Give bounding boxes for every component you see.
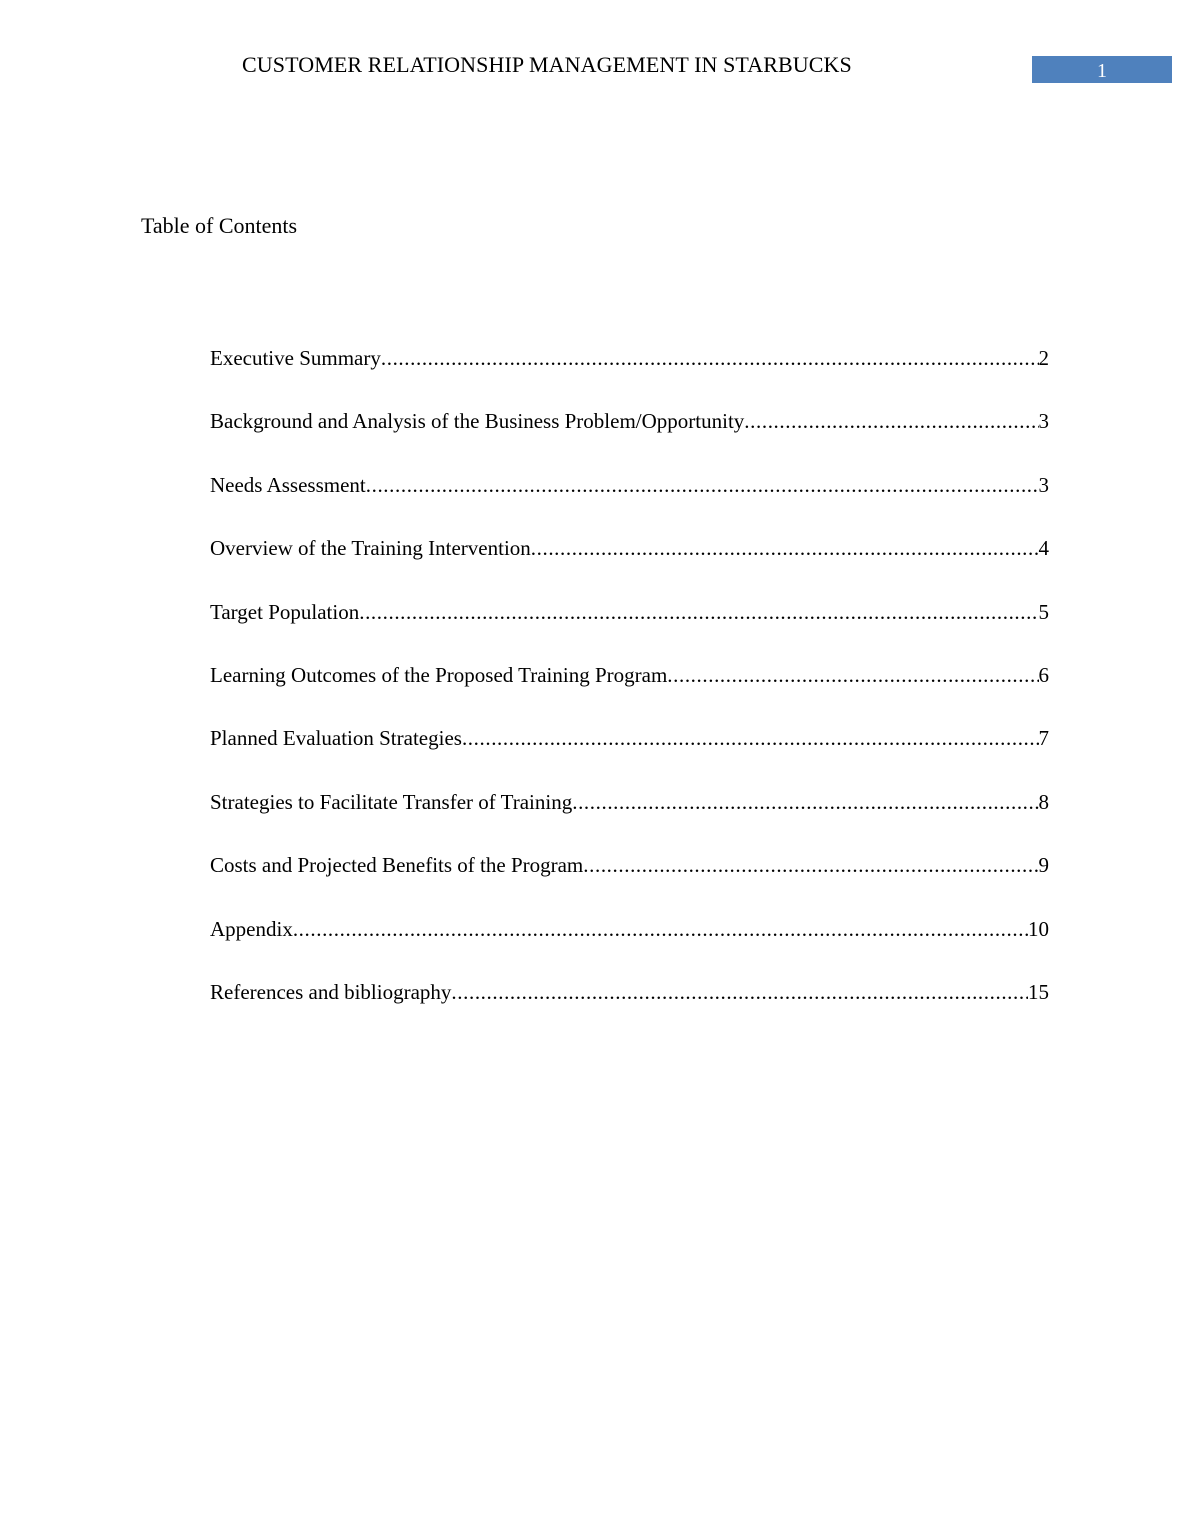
toc-entry[interactable] [210, 786, 1049, 849]
toc-entry-title: Background and Analysis of the Business Problem/Opportunity [210, 409, 745, 434]
toc-entry-page: 6 [1038, 662, 1049, 687]
toc-list [210, 342, 1049, 1039]
toc-entry-page: 7 [1038, 726, 1049, 751]
toc-entry-title: Planned Evaluation Strategies [210, 726, 462, 751]
toc-heading: Table of Contents [141, 213, 298, 238]
toc-entry[interactable] [210, 469, 1049, 532]
toc-dot-leader [366, 469, 1039, 501]
toc-entry[interactable] [210, 913, 1049, 976]
toc-entry[interactable] [210, 849, 1049, 912]
toc-dot-leader [667, 659, 1038, 691]
toc-entry-title: Appendix [210, 916, 293, 941]
toc-entry-page: 9 [1038, 853, 1049, 878]
toc-dot-leader [293, 913, 1028, 945]
toc-entry[interactable] [210, 405, 1049, 468]
toc-dot-leader [744, 405, 1038, 437]
toc-entry[interactable] [210, 342, 1049, 405]
toc-entry-title: Learning Outcomes of the Proposed Training Program [210, 662, 668, 687]
toc-entry-title: Needs Assessment [210, 472, 366, 497]
toc-entry-page: 2 [1038, 346, 1049, 370]
toc-entry-title: Target Population [210, 599, 360, 624]
running-header-title: CUSTOMER RELATIONSHIP MANAGEMENT IN STARBUCKS [242, 52, 852, 77]
toc-dot-leader [381, 342, 1039, 374]
toc-dot-leader [572, 786, 1038, 818]
toc-entry-title: References and bibliography [210, 979, 452, 1004]
toc-entry-page: 4 [1038, 536, 1049, 561]
toc-entry-page: 15 [1028, 979, 1049, 1004]
toc-entry-title: Overview of the Training Intervention [210, 536, 531, 561]
toc-entry[interactable] [210, 596, 1049, 659]
toc-entry[interactable] [210, 659, 1049, 722]
toc-entry-page: 3 [1038, 472, 1049, 497]
toc-entry-page: 5 [1038, 599, 1049, 624]
toc-dot-leader [583, 849, 1038, 881]
toc-dot-leader [451, 976, 1028, 1008]
toc-dot-leader [359, 596, 1038, 628]
page-number-badge: 1 [1032, 56, 1172, 83]
toc-entry-title: Costs and Projected Benefits of the Program [210, 853, 584, 878]
toc-entry-page: 8 [1038, 789, 1049, 814]
toc-entry-page: 3 [1038, 409, 1049, 434]
toc-entry[interactable] [210, 532, 1049, 595]
toc-entry-page: 10 [1028, 916, 1049, 941]
toc-entry[interactable] [210, 976, 1049, 1039]
toc-dot-leader [531, 532, 1039, 564]
toc-dot-leader [462, 722, 1039, 754]
toc-entry-title: Strategies to Facilitate Transfer of Training [210, 789, 573, 814]
toc-entry-title: Executive Summary [210, 346, 381, 370]
toc-entry[interactable] [210, 722, 1049, 785]
